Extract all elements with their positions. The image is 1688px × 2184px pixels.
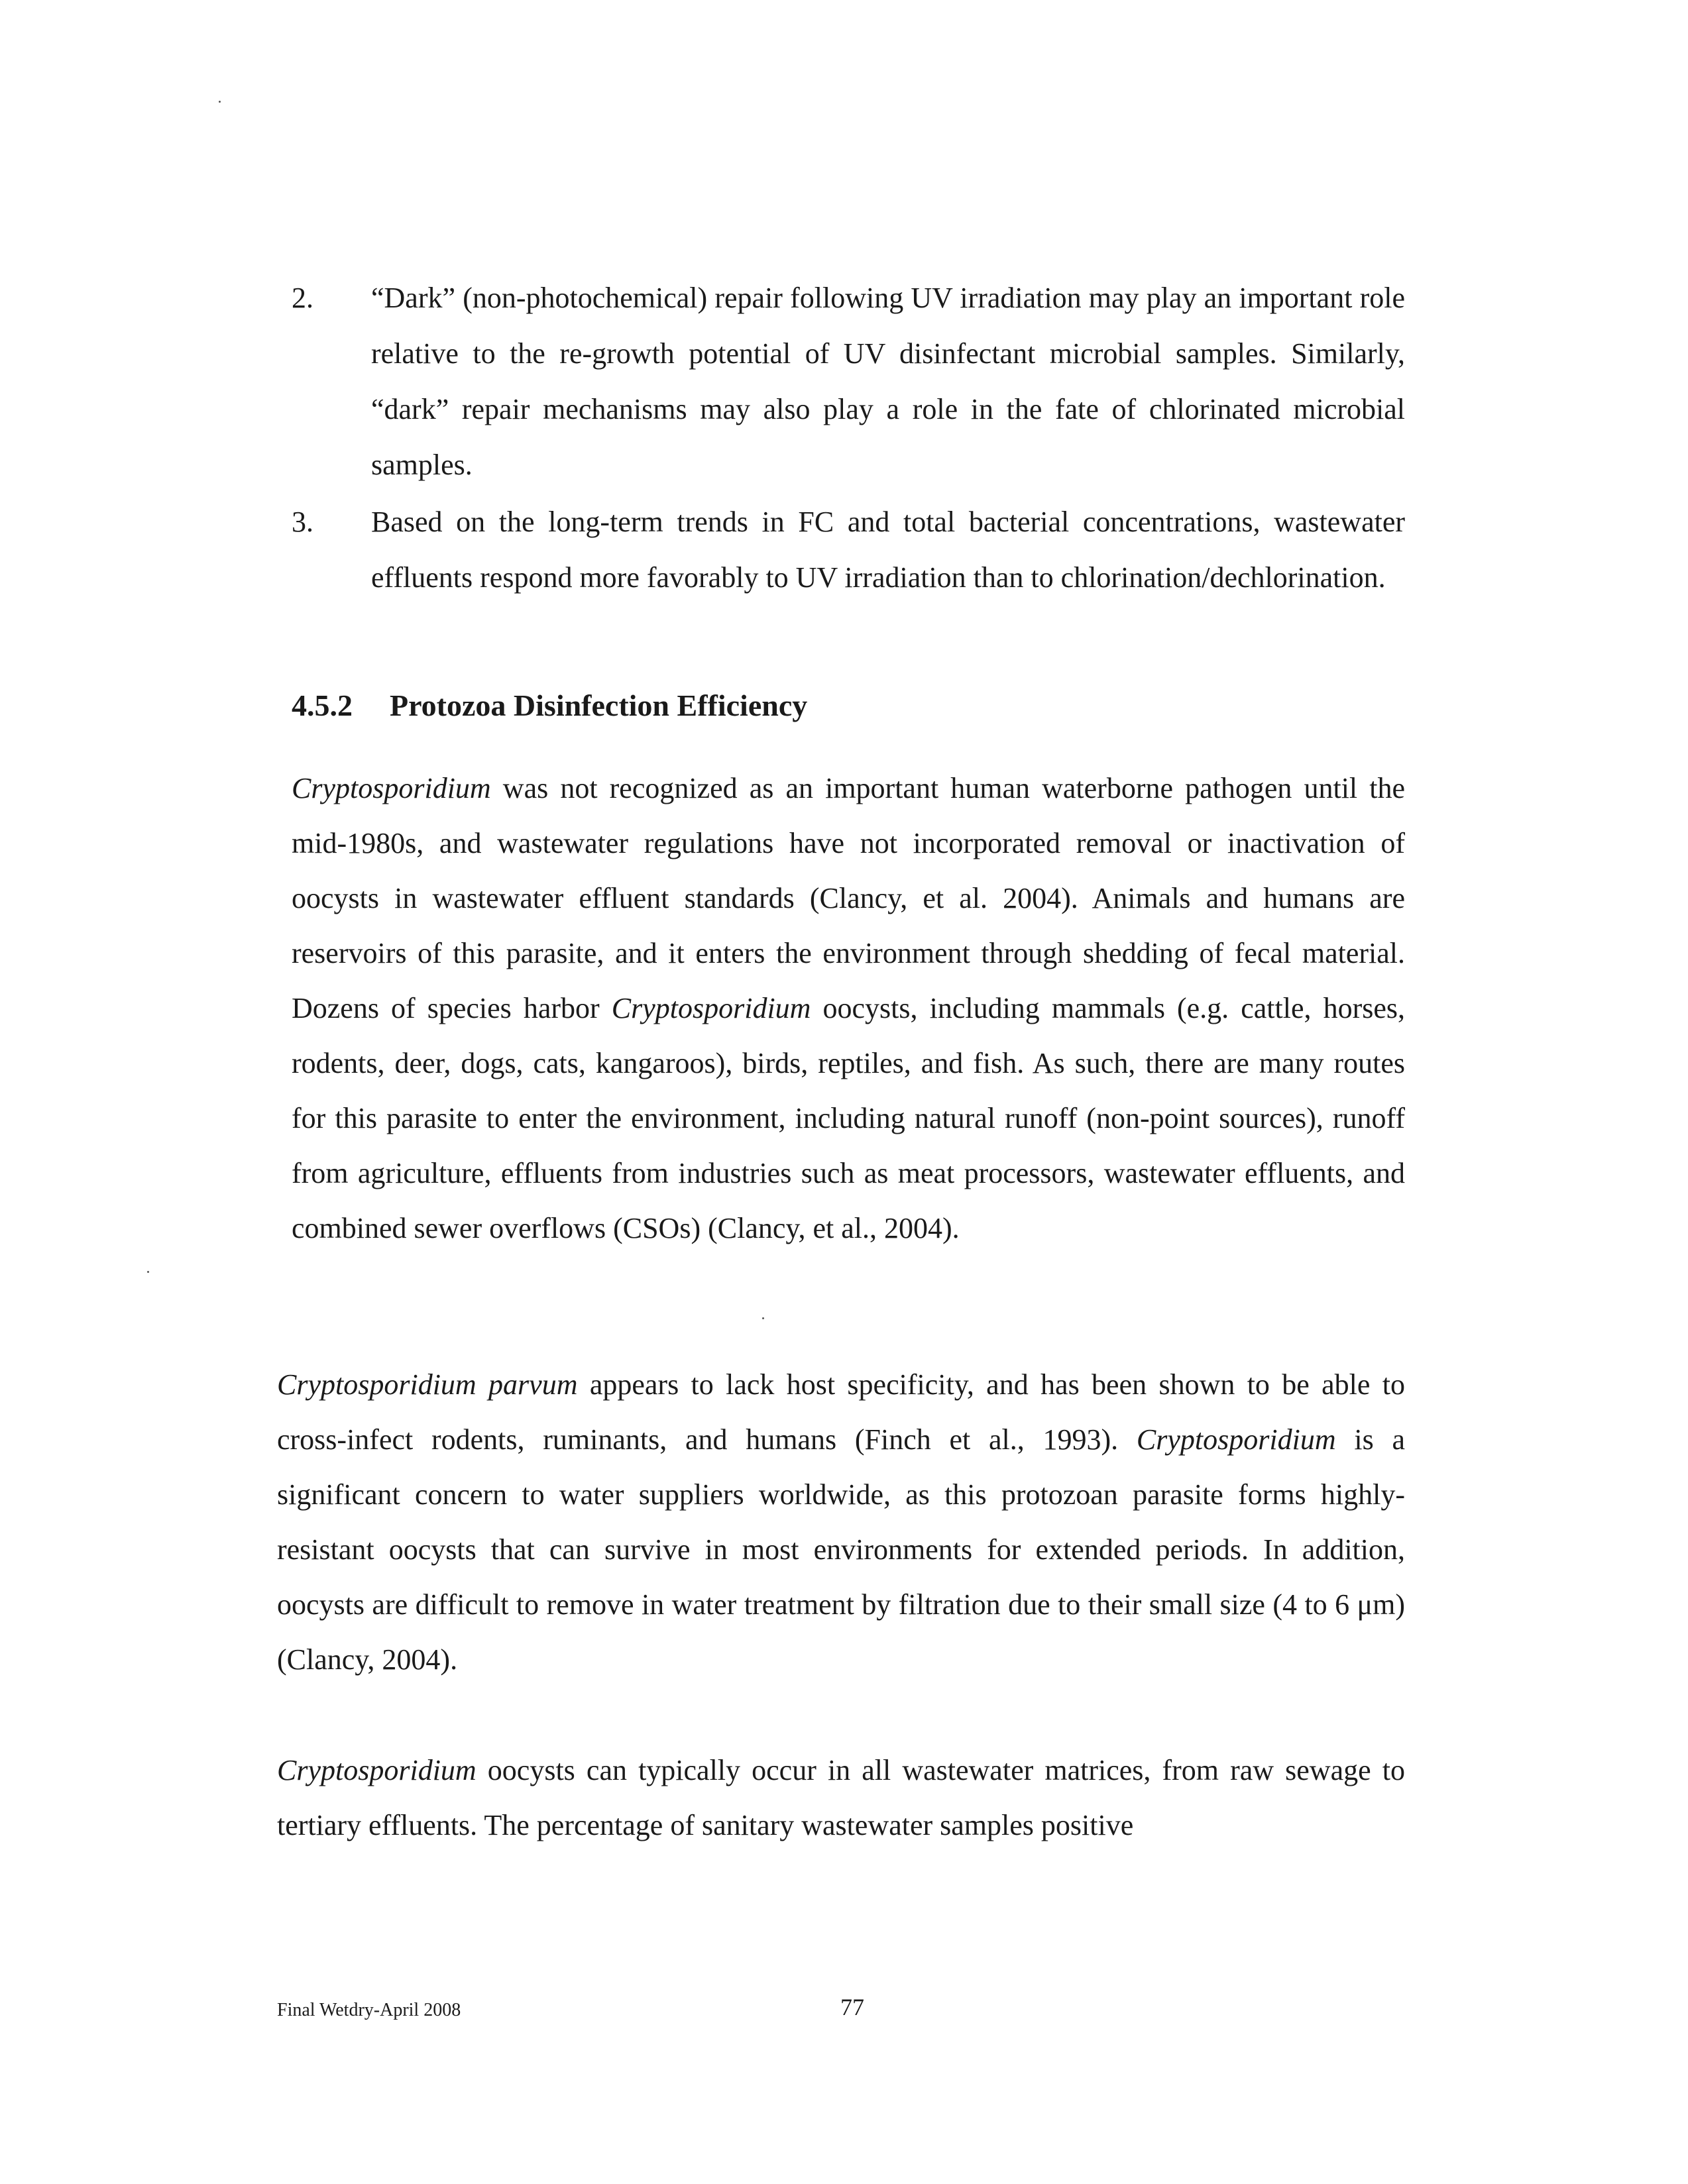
paragraph <box>277 1357 1405 1687</box>
list-item-text: “Dark” (non-photochemical) repair following UV irradiation may play an important role relative to the re-growth potential of UV disinfectant microbial samples. Similarly, “dark” repair mechanisms may also play a role in the fate of chlorinated microbial samples. <box>371 282 1405 481</box>
section-heading <box>292 686 807 726</box>
page-number: 77 <box>840 1994 864 2020</box>
list-item <box>292 270 1405 493</box>
section-number: 4.5.2 <box>292 688 353 722</box>
paragraph-text: appears to lack host specificity, and has been shown to be able to cross-infect rodents, ruminants, and humans (Finch et al., 1993). <box>277 1368 1406 1456</box>
section-title: Protozoa Disinfection Efficiency <box>390 688 808 722</box>
italic-term: Cryptosporidium <box>1136 1423 1336 1456</box>
paragraph-text: oocysts, including mammals (e.g. cattle, horses, rodents, deer, dogs, cats, kangaroos), birds, reptiles, and fish. As such, there are many routes for this parasite to enter the environment, including natural runoff (non-point sources), runoff from agriculture, effluents from industries such as meat processors, wastewater effluents, and combined sewer overflows (CSOs) (Clancy, et al., 2004). <box>292 992 1405 1244</box>
paragraph-text: is a significant concern to water suppliers worldwide, as this protozoan parasite forms highly-resistant oocysts that can survive in most environments for extended periods. In addition, oocysts are difficult to remove in water treatment by filtration due to their small size (4 to 6 μm) (Clancy, 2004). <box>277 1423 1405 1676</box>
footer-document-label: Final Wetdry-April 2008 <box>277 2000 461 2020</box>
list-item-number: 2. <box>292 282 313 314</box>
list-item-number: 3. <box>292 506 313 538</box>
paragraph <box>277 1743 1405 1853</box>
list-item <box>292 494 1405 606</box>
scan-speck <box>147 1271 149 1273</box>
paragraph-text: oocysts can typically occur in all wastewater matrices, from raw sewage to tertiary effluents. The percentage of sanitary wastewater samples positive <box>277 1754 1405 1841</box>
list-item-text: Based on the long-term trends in FC and total bacterial concentrations, wastewater effluents respond more favorably to UV irradiation than to chlorination/dechlorination. <box>371 506 1405 594</box>
scan-speck <box>762 1317 764 1319</box>
italic-term: Cryptosporidium <box>277 1754 477 1786</box>
italic-term: Cryptosporidium <box>292 772 491 804</box>
italic-term: Cryptosporidium parvum <box>277 1368 578 1401</box>
italic-term: Cryptosporidium <box>611 992 811 1024</box>
scan-speck <box>219 101 221 103</box>
paragraph <box>292 761 1405 1256</box>
paragraph-text: was not recognized as an important human waterborne pathogen until the mid-1980s, and wastewater regulations have not incorporated removal or inactivation of oocysts in wastewater effluent standards (Clancy, et al. 2004). Animals and humans are reservoirs of this parasite, and it enters the environment through shedding of fecal material. Dozens of species harbor <box>292 772 1405 1024</box>
numbered-list <box>292 270 1405 607</box>
